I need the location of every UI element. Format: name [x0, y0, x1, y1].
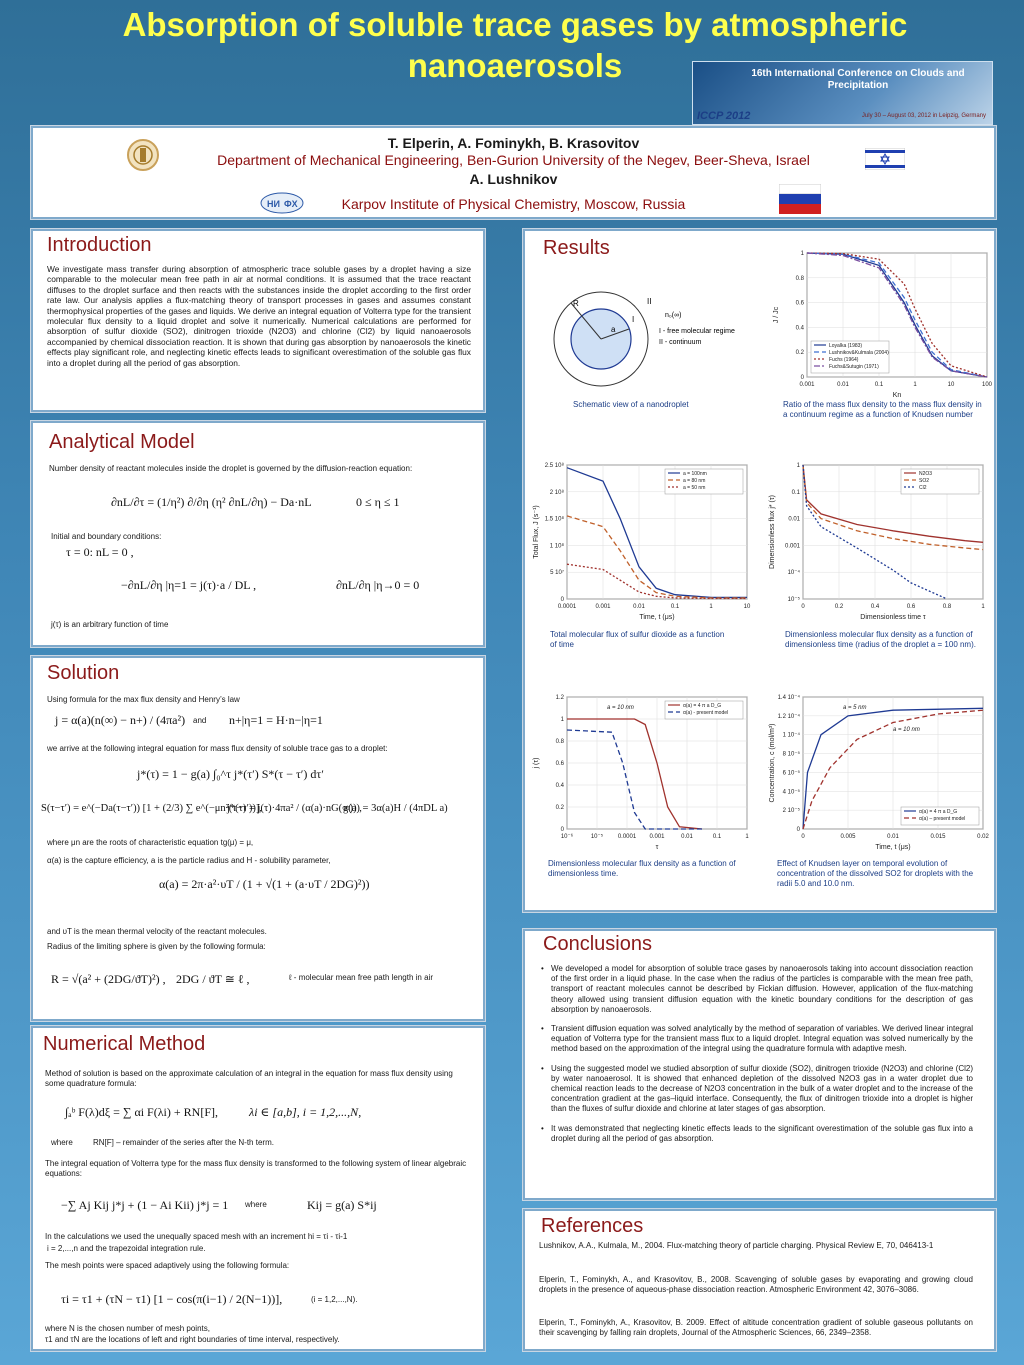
university-logo-icon: [127, 139, 159, 171]
israel-flag-icon: [865, 148, 905, 170]
y-tick-label: 1.4 10⁻⁴: [777, 695, 800, 701]
x-tick-label: 0.001: [595, 604, 611, 610]
and-label: and: [193, 716, 207, 725]
chart-dimensionless-flux-models: [529, 687, 755, 855]
x-tick-label: 0.0001: [617, 834, 637, 840]
x-tick-label: 1: [913, 382, 917, 388]
initial-condition: τ = 0: nL = 0 ,: [66, 545, 134, 559]
y-tick-label: 0.1: [791, 489, 800, 496]
schematic-label-ninf: n₀(∞): [665, 312, 682, 319]
affiliation-1: Department of Mechanical Engineering, Ben-Gurion University of the Negev, Beer-Sheva, Israel: [217, 152, 810, 168]
legend-label: a = 80 nm: [683, 478, 706, 484]
references-panel: [522, 1208, 997, 1352]
fig5-caption: Effect of Knudsen layer on temporal evolution of concentration of the dissolved SO2 for droplets with the radii 5.0 and 10.0 nm.: [777, 859, 974, 888]
x-tick-label: 10⁻⁶: [560, 834, 574, 840]
conclusions-list: [537, 964, 973, 1153]
y-tick-label: 1: [560, 717, 564, 723]
conclusions-panel: [522, 928, 997, 1201]
x-tick-label: 0.02: [977, 834, 989, 840]
x-axis-label: τ: [655, 844, 659, 851]
K-equation: Kij = g(a) S*ij: [307, 1198, 377, 1212]
conclusion-item: • It was demonstrated that neglecting kinetic effects leads to the significant overestimation of the soluble gas flux into a droplet during all the period of gas absorption.: [537, 1124, 973, 1144]
schematic-legend-2: II - continuum: [659, 339, 702, 346]
x-tick-label: 0.1: [874, 382, 884, 388]
chart-flux-ratio-vs-knudsen: [769, 243, 995, 403]
legend-label: a = 50 nm: [683, 485, 706, 491]
legend-label: Lushnikov&Kulmala (2004): [829, 350, 889, 356]
fig2-caption: Total molecular flux of sulfur dioxide as a function of time: [550, 630, 725, 649]
reference-1: Lushnikov, A.A., Kulmala, M., 2004. Flux-matching theory of particle charging. Physical Review E, 70, 046413-1: [539, 1241, 934, 1250]
mesh-points-note: The mesh points were spaced adaptively using the following formula:: [45, 1261, 290, 1270]
y-tick-label: 0.8: [555, 739, 564, 745]
conclusion-item: • Transient diffusion equation was solved analytically by the method of separation of variables. We derived linear integral equation of Volterra type for the transient mass flux to a liquid droplet. Integral equation was solved numerically by the method based on the approximation of the integral using the quadrature formula with adaptive mesh.: [537, 1024, 973, 1055]
y-tick-label: 10⁻⁴: [787, 570, 800, 577]
x-tick-label: 0.015: [930, 834, 946, 840]
fig3-caption: Dimensionless molecular flux density as a function of dimensionless time (radius of the droplet a = 100 nm).: [785, 630, 976, 649]
numerical-method-title: Numerical Method: [43, 1033, 206, 1055]
y-tick-label: 0.2: [555, 805, 564, 811]
linear-system-equation: −∑ Aj Kij j*j + (1 − Ai Kii) j*j = 1: [61, 1198, 229, 1212]
nanodroplet-schematic: [541, 289, 771, 399]
quadrature-condition: λi ∈ [a,b], i = 1,2,...,N,: [249, 1105, 362, 1119]
y-tick-label: 0.8: [795, 275, 804, 282]
x-tick-label: 0.4: [870, 604, 880, 610]
thermal-note: and υT is the mean thermal velocity of the reactant molecules.: [47, 927, 267, 936]
y-axis-label: J / Jc: [773, 306, 780, 324]
alpha-note: α(a) is the capture efficiency, a is the particle radius and H - solubility parameter,: [47, 856, 331, 865]
x-tick-label: 0.0001: [557, 604, 577, 610]
x-tick-label: 0.01: [887, 834, 899, 840]
x-tick-label: 1: [745, 834, 749, 840]
svg-text:НИ: НИ: [267, 199, 280, 209]
legend-label: Loyalka (1983): [829, 343, 863, 349]
y-tick-label: 1: [800, 251, 804, 257]
conclusions-title: Conclusions: [543, 933, 652, 955]
g-equation: g(a) = 3α(a)H / (4πDL a): [343, 803, 448, 814]
references-title: References: [541, 1215, 644, 1237]
conclusion-item: • Using the suggested model we studied absorption of sulfur dioxide (SO2), dinitrogen trioxide (N2O3) and chlorine (Cl2) by water nanoaerosol. It is showed that enhanced depletion of the dissolved N2O3 gas in a water droplet due to chemical reaction leads to the decrease of N2O3 concentration in the bulk of a water droplet and to the increase of the concentration gradient at the gas–liquid interface. Consequently, the flux of dinitrogen trioxide into a droplet is higher than the fluxes of sulfur dioxide and chlorine at later stages of gas absorption.: [537, 1064, 973, 1115]
introduction-panel: [30, 228, 486, 413]
y-tick-label: 0.001: [784, 543, 800, 550]
chart-annotation: a = 5 nm: [843, 705, 867, 711]
x-tick-label: 1: [981, 604, 985, 610]
introduction-text: We investigate mass transfer during absorption of atmospheric trace soluble gases by a droplet having a size comparable to the molecular mean free path in air at normal conditions. It is assumed that the trace reactant diffuses to the droplet surface and then reacts with the substances inside the droplet according to the first order rate law. Our analysis applies a flux-matching theory of transport processes in gases and assumes constant thermophysical properties of the gases and liquids. We derive an integral equation of Volterra type for the transient molecular flux density to a liquid droplet and solve it numerically. Numerical calculations are performed for absorption of sulfur dioxide (SO2), dinitrogen trioxide (N2O3) and chlorine (Cl2) by liquid nanoaerosols accompanied by chemical dissociation reaction. It is shown that during gas absorption by nanoaerosols the kinetic effects play significant role, and neglecting kinetic effects leads to significant overestimation of the soluble gas flux into a droplet during all the period of gas absorption.: [47, 264, 471, 368]
y-tick-label: 1.2 10⁻⁴: [777, 713, 800, 720]
conference-banner: [692, 61, 993, 125]
y-tick-label: 0.01: [788, 516, 800, 523]
conclusion-item: • We developed a model for absorption of soluble trace gases by nanoaerosols taking into account dissociation reaction of the first order in a liquid phase. In the case when the radius of the particles is comparable with the mean free path, transport of reactant molecules cannot be described by Fickian diffusion. However, application of the flux-matching theory allowed using transient diffusion equation with the kinetic boundary conditions for the description of gas absorption by nanoaerosols.: [537, 964, 973, 1015]
legend-label: α(a) = 4 π a D_G: [683, 703, 722, 709]
conference-dates: July 30 – August 03, 2012 in Leipzig, Germany: [861, 113, 986, 119]
where-label-2: where: [245, 1200, 267, 1209]
schematic-label-I: I: [632, 315, 635, 324]
x-tick-label: 100: [981, 382, 993, 388]
quadrature-equation: ∫ₐᵇ F(λ)dξ = ∑ αi F(λi) + RN[F],: [65, 1105, 218, 1119]
legend-label: a = 100nm: [683, 471, 707, 477]
y-tick-label: 2 10⁻⁵: [782, 808, 800, 815]
authors-panel: [30, 125, 997, 220]
boundary-condition-1: −∂nL/∂η |η=1 = j(τ)·a / DL ,: [121, 578, 257, 592]
x-tick-label: 0.001: [649, 834, 665, 840]
y-tick-label: 0: [560, 597, 564, 603]
legend-label: Cl2: [919, 485, 927, 491]
solution-title: Solution: [47, 662, 120, 684]
karpov-institute-logo-icon: [260, 192, 304, 214]
x-tick-label: 10: [947, 382, 955, 388]
x-tick-label: 0: [801, 604, 805, 610]
fig1-caption: Ratio of the mass flux density to the mass flux density in a continuum regime as a function of Knudsen number: [783, 400, 982, 419]
x-axis-label: Kn: [892, 392, 902, 399]
schematic-legend-1: I - free molecular regime: [659, 328, 735, 335]
y-tick-label: 1 10⁻⁴: [782, 732, 800, 739]
mfp-equation: 2DG / ϑT ≅ ℓ ,: [176, 972, 250, 986]
y-tick-label: 1.2: [555, 695, 564, 701]
results-title: Results: [543, 237, 610, 259]
y-tick-label: 0: [800, 375, 804, 381]
boundary-condition-2: ∂nL/∂η |η→0 = 0: [336, 578, 420, 592]
conference-name: 16th International Conference on Clouds and Precipitation: [751, 68, 965, 91]
y-axis-label: Total Flux, J (s⁻¹): [533, 505, 540, 559]
x-tick-label: 0: [801, 834, 805, 840]
y-tick-label: 1: [796, 463, 800, 469]
legend-label: α(a) – present model: [919, 816, 966, 822]
x-tick-label: 0.6: [906, 604, 916, 610]
final-note: where N is the chosen number of mesh points,: [45, 1324, 210, 1333]
mesh-note: In the calculations we used the unequally spaced mesh with an increment hi = τi - τi-1: [45, 1232, 348, 1241]
flux-equation: j = α(a)(n(∞) − n+) / (4πa²): [55, 713, 186, 727]
solution-intro: Using formula for the max flux density and Henry’s law: [47, 695, 240, 704]
y-tick-label: 2.5 10⁸: [544, 463, 564, 469]
y-axis-label: j (τ): [533, 757, 540, 769]
x-tick-label: 0.01: [633, 604, 645, 610]
remainder-note: RN[F] – remainder of the series after the N-th term.: [93, 1138, 274, 1147]
y-tick-label: 0.4: [555, 783, 564, 789]
schematic-label-II: II: [647, 297, 652, 306]
mesh-equation: τi = τ1 + (τN − τ1) [1 − cos(π(i−1) / 2(N−1))],: [61, 1292, 283, 1306]
affiliation-2: Karpov Institute of Physical Chemistry, Moscow, Russia: [341, 196, 686, 212]
y-tick-label: 0.2: [795, 350, 804, 357]
solution-panel: [30, 655, 486, 1022]
bc-label: Initial and boundary conditions:: [51, 532, 162, 541]
x-tick-label: 10: [743, 604, 751, 610]
svg-text:ФХ: ФХ: [284, 199, 298, 209]
x-tick-label: 0.1: [712, 834, 722, 840]
y-tick-label: 1.5 10⁸: [544, 516, 564, 523]
x-tick-label: 1: [709, 604, 713, 610]
x-axis-label: Dimensionless time τ: [860, 614, 926, 621]
mfp-note: ℓ - molecular mean free path length in air: [289, 973, 433, 982]
reference-3: Elperin, T., Fominykh, A., Krasovitov, B. 2009. Effect of altitude concentration gradient of soluble gaseous pollutants on their scavenging by falling rain droplets, Journal of the Atmospheric Sciences, 66, 2349–2358.: [539, 1318, 973, 1338]
x-tick-label: 10⁻⁵: [590, 834, 604, 840]
y-axis-label: Concentration, c (mol/m³): [769, 723, 776, 803]
schematic-label-a: a: [611, 325, 616, 334]
y-tick-label: 8 10⁻⁵: [782, 751, 800, 758]
volterra-note: The integral equation of Volterra type for the mass flux density is transformed to the following system of linear algebraic equations:: [45, 1159, 467, 1178]
legend-label: Fuchs&Sutugin (1971): [829, 364, 879, 370]
numerical-intro: Method of solution is based on the approximate calculation of an integral in the equation for mass flux density using some quadrature formula:: [45, 1069, 453, 1088]
legend-label: α(a) - present model: [683, 710, 729, 716]
analytical-note: j(τ) is an arbitrary function of time: [51, 620, 169, 629]
conference-abbrev: ICCP 2012: [697, 110, 751, 122]
analytical-model-panel: [30, 420, 486, 648]
analytical-intro: Number density of reactant molecules inside the droplet is governed by the diffusion-reaction equation:: [49, 464, 413, 473]
legend-label: α(a) = 4 π a D_G: [919, 809, 958, 815]
schematic-label-R: R: [573, 299, 579, 308]
y-tick-label: 2 10⁸: [549, 489, 564, 496]
poster-title: Absorption of soluble trace gases by atmospheric nanoaerosols: [122, 6, 908, 84]
chart-annotation: a = 10 nm: [893, 727, 920, 733]
authors-names-2: A. Lushnikov: [469, 171, 558, 187]
integral-intro: we arrive at the following integral equation for mass flux density of soluble trace gas to a droplet:: [47, 744, 388, 753]
introduction-title: Introduction: [47, 234, 152, 256]
x-tick-label: 0.001: [799, 382, 815, 388]
x-tick-label: 0.01: [837, 382, 849, 388]
jstar-equation: j*(τ) = j(τ)·4πa² / (α(a)·nG(∞)) ,: [227, 803, 362, 814]
y-tick-label: 1 10⁸: [549, 543, 564, 550]
chart-total-flux-vs-time: [529, 455, 755, 625]
R-equation: R = √(a² + (2DG/ϑT)²) ,: [51, 972, 166, 986]
y-tick-label: 0.6: [795, 300, 804, 307]
x-tick-label: 0.01: [681, 834, 693, 840]
results-panel: [522, 228, 997, 913]
y-axis-label: Dimensionless flux j* (τ): [769, 495, 776, 569]
radius-note: Radius of the limiting sphere is given by the following formula:: [47, 942, 266, 951]
chart-concentration-vs-time: [765, 687, 991, 855]
analytical-model-title: Analytical Model: [49, 431, 195, 453]
legend-label: SO2: [919, 478, 930, 484]
y-tick-label: 5 10⁷: [550, 570, 564, 577]
roots-note: where μn are the roots of characteristic equation tg(μ) = μ,: [47, 838, 254, 847]
x-axis-label: Time, t (μs): [639, 614, 675, 621]
x-tick-label: 0.005: [840, 834, 856, 840]
authors-names-1: T. Elperin, A. Fominykh, B. Krasovitov: [387, 135, 640, 151]
x-tick-label: 0.8: [942, 604, 952, 610]
kernel-equation: S(τ−τ′) = e^(−Da(τ−τ′)) [1 + (2/3) ∑ e^(−μn²(τ−τ′))],: [41, 803, 263, 814]
where-label: where: [51, 1138, 73, 1147]
mesh-note-2: i = 2,...,n and the trapezoidal integration rule.: [47, 1244, 206, 1253]
chart-annotation: a = 10 nm: [607, 705, 634, 711]
henry-law-equation: n+|η=1 = H·n−|η=1: [229, 713, 323, 727]
y-tick-label: 0: [560, 827, 564, 833]
y-tick-label: 6 10⁻⁵: [782, 770, 800, 777]
numerical-method-panel: [30, 1025, 486, 1352]
y-tick-label: 0.4: [795, 325, 804, 332]
chart-dimensionless-flux-gases: [765, 455, 991, 625]
x-axis-label: Time, t (μs): [875, 844, 911, 851]
final-note-2: τ1 and τN are the locations of left and right boundaries of time interval, respectively.: [45, 1335, 340, 1344]
y-tick-label: 0.6: [555, 761, 564, 767]
y-tick-label: 10⁻⁵: [787, 597, 800, 603]
x-tick-label: 0.2: [834, 604, 844, 610]
legend-label: N2O3: [919, 471, 933, 477]
diffusion-range: 0 ≤ η ≤ 1: [356, 495, 400, 509]
mesh-range: (i = 1,2,...,N).: [311, 1295, 358, 1304]
fig4-caption: Dimensionless molecular flux density as a function of dimensionless time.: [548, 859, 736, 878]
x-tick-label: 0.1: [670, 604, 680, 610]
schematic-caption: Schematic view of a nanodroplet: [573, 400, 689, 409]
y-tick-label: 0: [796, 827, 800, 833]
y-tick-label: 4 10⁻⁵: [782, 789, 800, 796]
integral-equation: j*(τ) = 1 − g(a) ∫₀^τ j*(τ′) S*(τ − τ′) dτ′: [137, 767, 324, 781]
diffusion-equation: ∂nL/∂τ = (1/η²) ∂/∂η (η² ∂nL/∂η) − Da·nL: [111, 495, 312, 509]
reference-2: Elperin, T., Fominykh, A., and Krasovitov, B., 2008. Scavenging of soluble gases by evaporating and growing cloud droplets in the presence of aqueous-phase dissociation reaction. Atmospheric Environment 42, 3076–3086.: [539, 1275, 973, 1295]
russia-flag-icon: [779, 184, 821, 214]
legend-label: Fuchs (1964): [829, 357, 859, 363]
alpha-equation: α(a) = 2π·a²·υT / (1 + √(1 + (a·υT / 2DG)²)): [159, 877, 370, 891]
